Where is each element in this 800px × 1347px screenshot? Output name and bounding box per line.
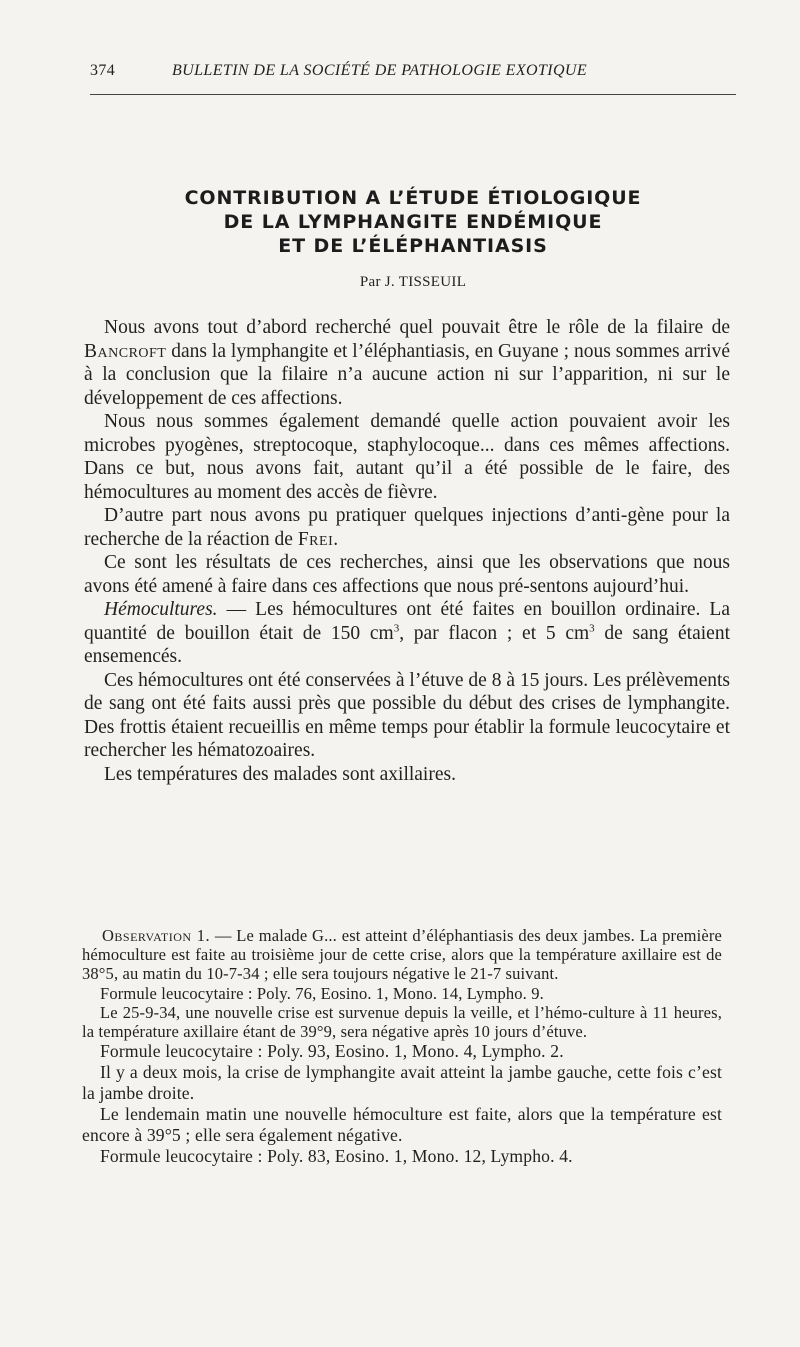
observation-text-1: — Le malade G... est atteint d’éléphantiasis des deux jambes. La première hémoculture est faite au troisième jour de cette crise, alors que la température axillaire est de 38°5, au matin du 10-7-34 ; elle sera toujours négative le 21-7 suivant. — [82, 926, 722, 984]
author-name-bancroft: Bancroft — [84, 340, 167, 362]
observation-paragraph-1 — [82, 926, 722, 984]
paragraph-5 — [84, 598, 730, 669]
author-name-frei: Frei — [297, 528, 334, 550]
observation-paragraph-3: Le 25-9-34, une nouvelle crise est survenue depuis la veille, et l’hémo-culture à 11 heures, la température axillaire étant de 39°9, sera négative après 10 jours d’étuve. — [82, 1002, 722, 1042]
paragraph-1-text-a: Nous avons tout d’abord recherché quel pouvait être le rôle de la filaire de — [104, 317, 730, 338]
title-line-2: DE LA LYMPHANGITE ENDÉMIQUE — [223, 211, 603, 233]
paragraph-2: Nous nous sommes également demandé quelle action pouvaient avoir les microbes pyogènes, streptocoque, staphylocoque... dans ces mêmes affections. Dans ce but, nous avons fait, autant qu’il a été possible de le faire, des hémocultures au moment des accès de fièvre. — [84, 411, 730, 503]
observation-paragraph-5: Il y a deux mois, la crise de lymphangite avait atteint la jambe gauche, cette fois c’est la jambe droite. — [82, 1062, 722, 1104]
paragraph-6: Ces hémocultures ont été conservées à l’étuve de 8 à 15 jours. Les prélèvements de sang ont été faits aussi près que possible du début des crises de lymphangite. Des frottis étaient recueillis en même temps pour établir la formule leucocytaire et rechercher les hématozoaires. — [84, 669, 730, 761]
paragraph-3-text-a: D’autre part nous avons pu pratiquer quelques injections d’anti-gène pour la recherche de la réaction de — [84, 505, 730, 550]
paragraph-3-text-b: . — [333, 528, 339, 550]
observation-section — [82, 926, 722, 1167]
paragraph-5-text-a: — Les hémocultures ont été faites en bouillon ordinaire. La quantité de bouillon était de 150 cm — [84, 599, 730, 644]
journal-title: BULLETIN DE LA SOCIÉTÉ DE PATHOLOGIE EXOTIQUE — [172, 62, 588, 79]
observation-paragraph-4: Formule leucocytaire : Poly. 93, Eosino. 1, Mono. 4, Lympho. 2. — [100, 1041, 564, 1062]
observation-paragraph-7: Formule leucocytaire : Poly. 83, Eosino. 1, Mono. 12, Lympho. 4. — [100, 1146, 573, 1167]
paragraph-1-text-b: dans la lymphangite et l’éléphantiasis, en Guyane ; nous sommes arrivé à la conclusion que la filaire n’a aucune action ni sur l’apparition, ni sur le développement de ces affections. — [84, 340, 730, 409]
paragraph-1 — [84, 316, 730, 410]
header-rule — [90, 94, 736, 95]
paragraph-5-text-c: de sang étaient ensemencés. — [84, 622, 730, 667]
superscript-2: 3 — [589, 622, 595, 634]
author-byline: Par J. TISSEUIL — [359, 274, 467, 290]
paragraph-7: Les températures des malades sont axillaires. — [104, 763, 456, 785]
observation-paragraph-6: Le lendemain matin une nouvelle hémoculture est faite, alors que la température est encore à 39°5 ; elle sera également négative. — [82, 1104, 722, 1146]
article-title — [90, 186, 736, 258]
paragraph-3 — [84, 504, 730, 551]
page-number: 374 — [90, 62, 116, 79]
observation-label: Observation 1. — [102, 926, 211, 945]
section-heading-hemocultures: Hémocultures. — [104, 599, 218, 620]
title-line-3: ET DE L’ÉLÉPHANTIASIS — [278, 235, 548, 257]
paragraph-4: Ce sont les résultats de ces recherches, ainsi que les observations que nous avons été amené à faire dans ces affections que nous pré-sentons aujourd’hui. — [84, 552, 730, 597]
superscript-1: 3 — [393, 622, 400, 634]
paragraph-5-text-b: , par flacon ; et 5 cm — [399, 622, 590, 644]
article-body — [84, 316, 730, 786]
observation-paragraph-2: Formule leucocytaire : Poly. 76, Eosino. 1, Mono. 14, Lympho. 9. — [100, 983, 544, 1003]
title-line-1: CONTRIBUTION A L’ÉTUDE ÉTIOLOGIQUE — [184, 187, 642, 209]
